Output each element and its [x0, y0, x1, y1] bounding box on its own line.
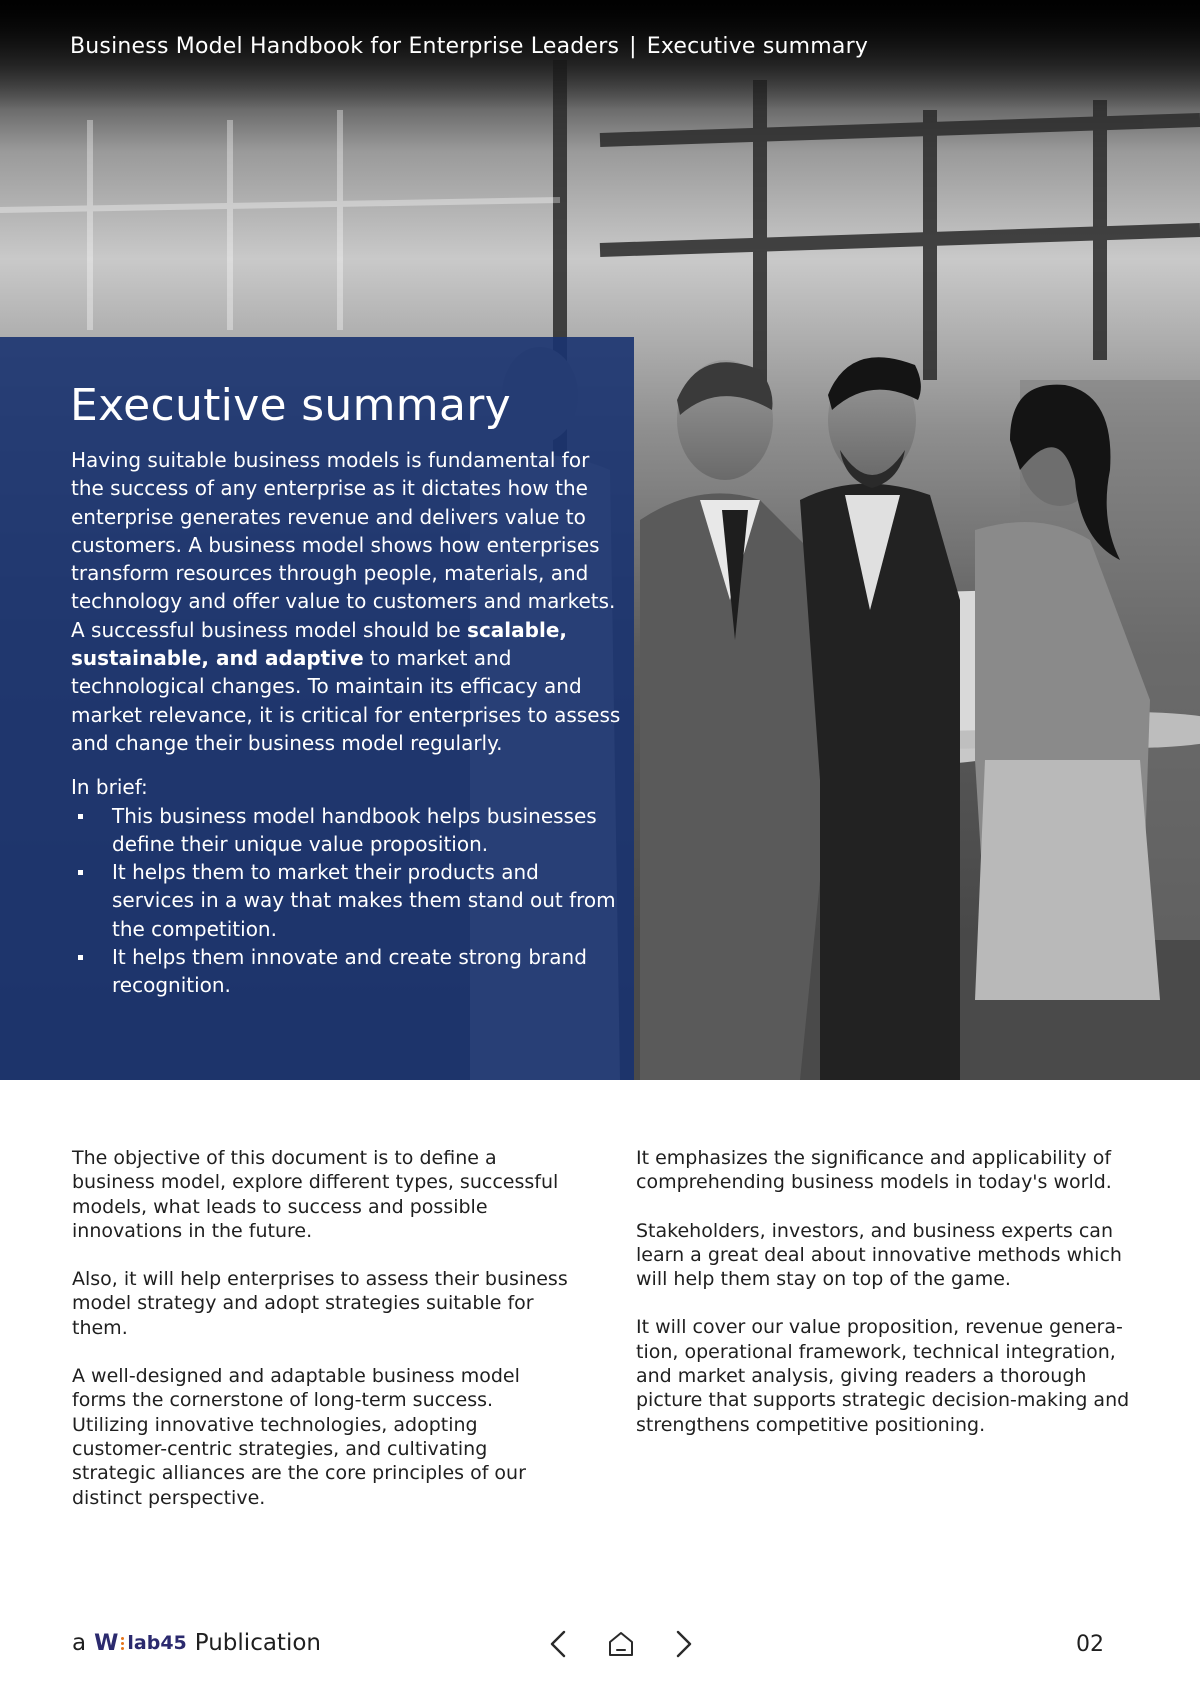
- body-paragraph: A well-designed and adaptable business model forms the cornerstone of long-term success. Utilizing innovative technologies, adopting customer-centric strategies, and cultivating strategic alliances are the core principles of our distinct perspective.: [72, 1365, 526, 1509]
- previous-page-button[interactable]: [540, 1626, 576, 1662]
- list-item: This business model handbook helps businesses define their unique value proposition.: [71, 802, 626, 859]
- lab45-logo: [94, 1631, 187, 1656]
- summary-text-segment: A successful business model should be: [71, 617, 468, 642]
- list-item: It helps them to market their products and services in a way that makes them stand out from the competition.: [71, 858, 626, 943]
- in-brief-list: [71, 802, 626, 1000]
- summary-paragraph: [71, 616, 626, 757]
- logo-dots-icon: [121, 1637, 124, 1650]
- body-paragraph: Also, it will help enterprises to assess their business model strategy and adopt strategies suitable for them.: [72, 1268, 568, 1339]
- next-page-button[interactable]: [666, 1626, 702, 1662]
- body-column-right: [636, 1146, 1136, 1461]
- credit-suffix: Publication: [194, 1630, 321, 1656]
- page-title: Executive summary: [70, 380, 511, 431]
- header-separator: |: [629, 34, 637, 59]
- publisher-credit: [72, 1630, 321, 1656]
- chevron-left-icon: [548, 1629, 568, 1659]
- document-title: Business Model Handbook for Enterprise Leaders: [70, 34, 620, 59]
- body-paragraph: It emphasizes the significance and applicability of comprehending business models in today's world.: [636, 1147, 1112, 1194]
- page-number: 02: [1076, 1632, 1104, 1657]
- chevron-right-icon: [674, 1629, 694, 1659]
- body-paragraph: Stakeholders, investors, and business experts can learn a great deal about innovative methods which will help them stay on top of the game.: [636, 1219, 1122, 1291]
- header-breadcrumb: [70, 34, 868, 59]
- list-item: It helps them innovate and create strong brand recognition.: [71, 943, 626, 1000]
- logo-w-mark: W: [94, 1630, 119, 1656]
- body-paragraph: It will cover our value proposition, revenue genera-tion, operational framework, technical integration, and market analysis, giving readers a thorough picture that supports strategic decision-making and strengthens competitive positioning.: [636, 1316, 1130, 1436]
- body-column-left: [72, 1146, 572, 1534]
- logo-wordmark: lab45: [127, 1632, 187, 1654]
- home-button[interactable]: [603, 1626, 639, 1662]
- credit-prefix: a: [72, 1630, 87, 1656]
- summary-text-block: [71, 446, 626, 1000]
- summary-emphasis: scalable, sustainable, and adaptive: [71, 617, 567, 671]
- in-brief-label: In brief:: [71, 775, 148, 800]
- home-icon: [606, 1629, 636, 1659]
- section-name: Executive summary: [646, 34, 869, 59]
- summary-paragraph: Having suitable business models is fundamental for the success of any enterprise as it dictates how the enterprise generates revenue and delivers value to customers. A business model shows how enterprises transform resources through people, materials, and technology and offer value to customers and markets.: [71, 448, 616, 614]
- summary-text-segment: to market and technological changes. To maintain its efficacy and market relevance, it is critical for enterprises to assess and change their business model regularly.: [71, 646, 621, 755]
- body-paragraph: The objective of this document is to define a business model, explore different types, successful models, what leads to success and possible innovations in the future.: [72, 1147, 559, 1242]
